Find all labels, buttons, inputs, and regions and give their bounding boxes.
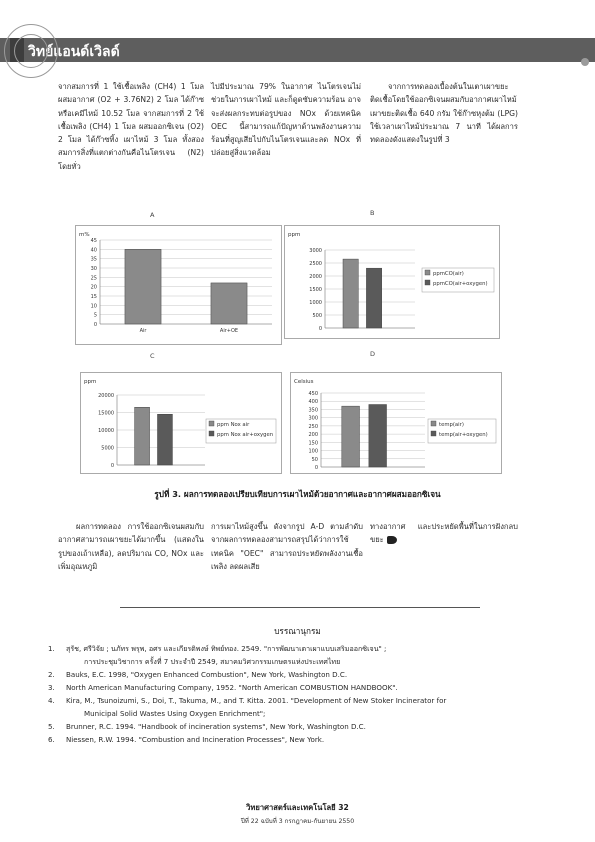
body-text: ทางอากาศ และประหยัดพื้นที่ในการฝังกลบขยะ	[370, 522, 518, 545]
legend-label: ppm Nox air+oxygen	[217, 432, 274, 438]
legend-swatch	[209, 421, 214, 426]
y-axis-label: Celsius	[294, 379, 314, 385]
y-axis-label: ppm	[84, 379, 97, 385]
y-tick-label: 20	[90, 284, 97, 291]
footer-journal: วิทยาศาสตร์และเทคโนโลยี 32	[246, 803, 349, 812]
y-tick-label: 2000	[309, 274, 322, 280]
reference-text: North American Manufacturing Company, 1952. "North American COMBUSTION HANDBOOK".	[66, 683, 398, 692]
y-tick-label: 3000	[309, 248, 322, 254]
reference-text-continued: การประชุมวิชาการ ครั้งที่ 7 ประจำปี 2549, สมาคมวิศวกรรมเกษตรแห่งประเทศไทย	[84, 657, 341, 666]
chart-letter-b: B	[370, 209, 375, 217]
legend-swatch	[425, 280, 430, 285]
body-paragraph: ผลการทดลอง การใช้ออกซิเจนผสมกับอากาศสามารถเผาขยะได้มากขึ้น (แสดงในรูปของเถ้าเหลือ), ลดปริมาณ CO, NOx และเพิ่มอุณหภูมิ	[58, 522, 204, 571]
reference-number: 6.	[48, 735, 55, 744]
y-tick-label: 10	[90, 303, 97, 310]
legend-label: ppm Nox air	[217, 422, 250, 428]
body-top-col-1	[58, 80, 204, 173]
arrow-right-icon	[387, 536, 397, 544]
chart-panel-b	[284, 225, 500, 339]
y-tick-label: 300	[308, 415, 318, 422]
reference-item	[48, 733, 558, 746]
chart-letter-c: C	[150, 352, 155, 360]
reference-number: 1.	[48, 644, 55, 653]
reference-number: 4.	[48, 696, 55, 705]
y-tick-label: 30	[90, 266, 97, 272]
bar	[211, 283, 247, 324]
y-tick-label: 0	[93, 322, 97, 328]
y-tick-label: 5000	[101, 445, 114, 452]
reference-item	[48, 694, 558, 720]
body-paragraph: จากสมการที่ 1 ใช้เชื้อเพลิง (CH4) 1 โมล ผสมอากาศ (O2 + 3.76N2) 2 โมล ได้ก๊าซหรือเคมีไหม้ 10.52 โมล จากสมการที่ 2 ใช้เชื้อเพลิง (CH4) 1 โมล ผสมออกซิเจน (O2) 2 โมล ได้ก๊าซทิ้ง เผาไหม้ 3 โมล ทั้งสองสมการสิ่งที่แตกต่างกันคือไนโตรเจน (N2) โดยทั่ว	[58, 82, 204, 171]
chart-letter-a: A	[150, 211, 155, 219]
reference-item	[48, 681, 558, 694]
y-axis-label: m%	[79, 232, 90, 238]
y-tick-label: 1000	[309, 300, 322, 306]
y-tick-label: 400	[308, 399, 318, 406]
x-tick-label: Air+OE	[219, 328, 239, 334]
reference-item	[48, 720, 558, 733]
reference-text: สุรัช, ศรีวิจัย ; นภัทร พรุพ, อศร และเกียรติพงษ์ ทิพย์ทอง. 2549. "การพัฒนาเตาเผาแบบเสริมออกซิเจน" ;	[66, 644, 387, 653]
y-tick-label: 10000	[98, 428, 114, 434]
body-bottom-col-1	[58, 520, 204, 573]
legend-swatch	[425, 270, 430, 275]
reference-text: Niessen, R.W. 1994. "Combustion and Incineration Processes", New York.	[66, 735, 325, 744]
body-bottom-col-2	[211, 520, 363, 573]
y-tick-label: 2500	[309, 261, 322, 267]
chart-panel-c	[80, 372, 282, 474]
y-tick-label: 350	[308, 407, 318, 414]
legend-swatch	[431, 431, 436, 436]
y-tick-label: 15000	[98, 410, 114, 417]
body-paragraph: จากการทดลองเบื้องต้นในเตาเผาขยะติดเชื้อโดยใช้ออกซิเจนผสมกับอากาศเผาไหม้ เผาขยะติดเชื้อ 640 กรัม ใช้ก๊าซหุงต้ม (LPG) ใช้เวลาเผาไหม้ประมาณ 7 นาที ได้ผลการทดลองดังแสดงในรูปที่ 3	[370, 82, 518, 145]
bar	[369, 405, 387, 467]
body-paragraph	[370, 520, 518, 547]
legend-label: ppmCO(air)	[433, 271, 464, 277]
body-bottom-col-3	[370, 520, 518, 547]
y-tick-label: 50	[311, 456, 318, 463]
y-tick-label: 40	[90, 247, 97, 254]
footer-issue: ปีที่ 22 ฉบับที่ 3 กรกฎาคม-กันยายน 2550	[240, 818, 355, 825]
legend-label: temp(air)	[439, 422, 464, 428]
magazine-title: วิทย์แอนด์เวิลด์	[28, 44, 120, 60]
y-tick-label: 15	[90, 294, 97, 300]
reference-item	[48, 642, 558, 668]
body-top-col-3	[370, 80, 518, 146]
reference-number: 2.	[48, 670, 55, 679]
y-tick-label: 25	[90, 275, 97, 282]
reference-text: Kira, M., Tsunoizumi, S., Doi, T., Takuma, M., and T. Kitta. 2001. "Development of New Stoker Incinerator for	[66, 696, 447, 705]
y-axis-label: ppm	[288, 232, 301, 238]
bar	[342, 406, 360, 467]
reference-number: 5.	[48, 722, 55, 731]
reference-text: Bauks, E.C. 1998, "Oxygen Enhanced Combustion", New York, Washington D.C.	[66, 670, 348, 679]
y-tick-label: 0	[110, 463, 114, 469]
y-tick-label: 1500	[309, 287, 322, 293]
reference-text-continued: Municipal Solid Wastes Using Oxygen Enrichment";	[84, 709, 266, 718]
y-tick-label: 500	[312, 313, 322, 319]
chart-d	[291, 373, 501, 473]
reference-number: 3.	[48, 683, 55, 692]
header-band	[0, 38, 595, 62]
section-divider	[120, 607, 480, 608]
legend-label: temp(air+oxygen)	[439, 432, 488, 438]
bar	[157, 414, 172, 465]
legend-swatch	[431, 421, 436, 426]
x-tick-label: Air	[139, 328, 147, 334]
decorative-dot	[581, 58, 589, 66]
body-paragraph: ไปมีประมาณ 79% ในอากาศ ไนโตรเจนไม่ช่วยในการเผาไหม้ และก็ดูดซับความร้อน อาจจะส่งผลกระทบต่อรูปของ NOx ด้วยเทคนิค OEC นี้สามารถแก้ปัญหาด้านพลังงานความร้อนที่สูญเสียไปกับไนโตรเจนและลด NOx ที่ปล่อยสู่สิ่งแวดล้อม	[211, 82, 361, 158]
body-paragraph: การเผาไหม้สูงขึ้น ดังจากรูป A-D ตามลำดับ จากผลการทดลองสามารถสรุปได้ว่าการใช้เทคนิค "OEC" สามารถประหยัดพลังงานเชื้อเพลิง ลดผลเสีย	[211, 522, 363, 571]
body-top-col-2	[211, 80, 361, 160]
bar	[343, 259, 358, 328]
y-tick-label: 150	[308, 440, 318, 447]
target-ring-small	[14, 34, 48, 68]
y-tick-label: 0	[318, 326, 322, 332]
references-heading: บรรณานุกรม	[274, 626, 321, 636]
chart-a	[76, 226, 281, 344]
y-tick-label: 200	[308, 432, 318, 439]
figure-caption: รูปที่ 3. ผลการทดลองเปรียบเทียบการเผาไหม้ด้วยอากาศและอากาศผสมออกซิเจน	[154, 489, 441, 499]
chart-letter-d: D	[370, 350, 376, 358]
bar	[366, 268, 381, 328]
chart-c	[81, 373, 281, 473]
y-tick-label: 5	[93, 312, 97, 319]
chart-panel-a	[75, 225, 282, 345]
y-tick-label: 0	[314, 465, 318, 471]
legend-label: ppmCO(air+oxygen)	[433, 281, 488, 287]
y-tick-label: 100	[308, 448, 318, 455]
bar	[125, 249, 161, 324]
y-tick-label: 250	[308, 423, 318, 430]
y-tick-label: 45	[90, 238, 97, 244]
bar	[135, 407, 150, 465]
y-tick-label: 450	[308, 391, 318, 397]
y-tick-label: 35	[90, 256, 97, 263]
chart-panel-d	[290, 372, 502, 474]
y-tick-label: 20000	[98, 393, 114, 399]
references-list	[48, 642, 558, 746]
reference-item	[48, 668, 558, 681]
chart-b	[285, 226, 499, 338]
legend-swatch	[209, 431, 214, 436]
reference-text: Brunner, R.C. 1994. "Handbook of incineration systems", New York, Washington D.C.	[66, 722, 366, 731]
